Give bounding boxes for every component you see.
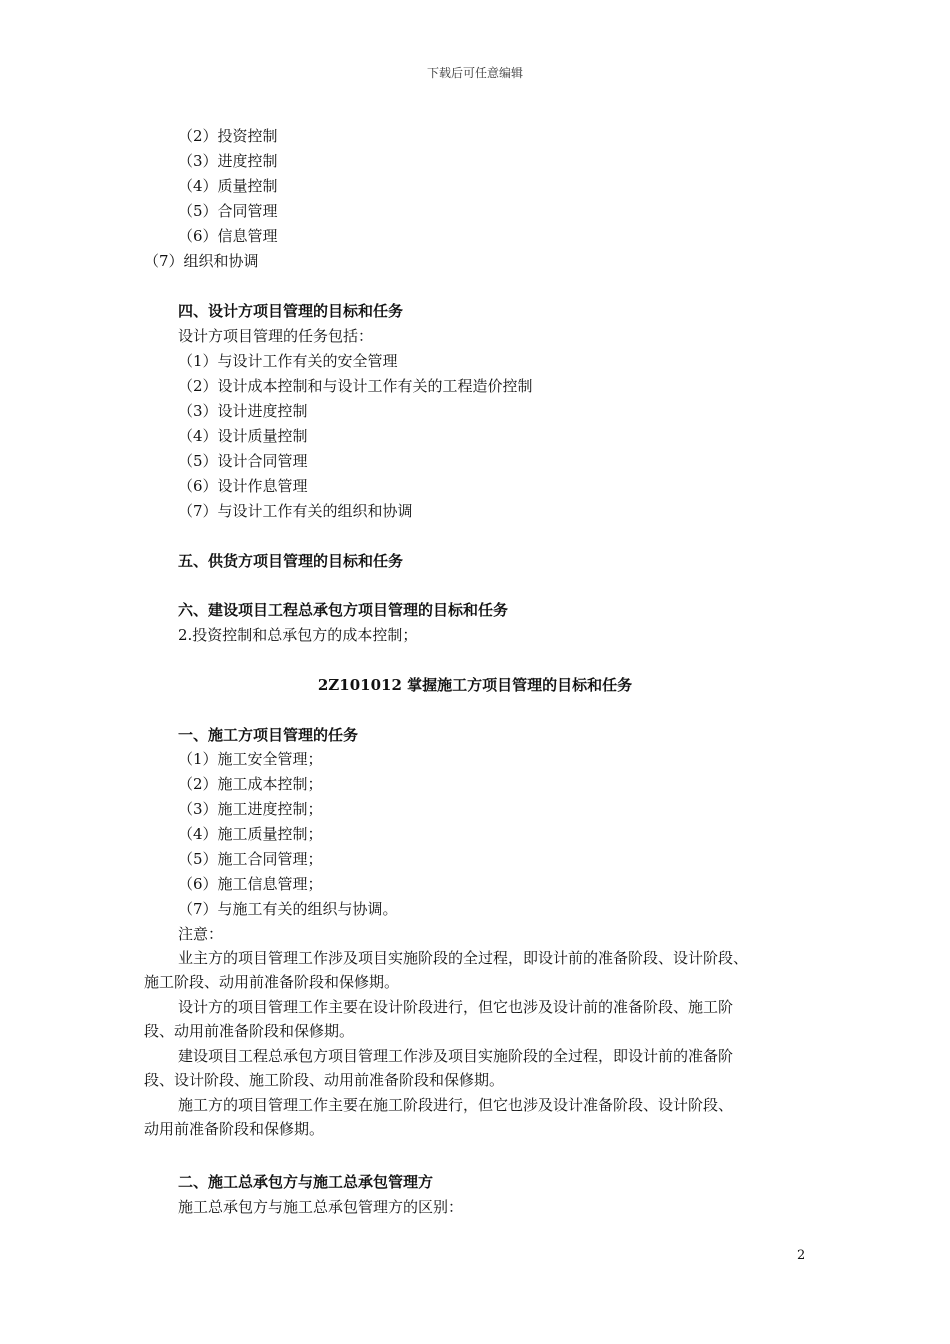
- list-item: （3）进度控制: [178, 152, 278, 170]
- paragraph: 业主方的项目管理工作涉及项目实施阶段的全过程，即设计前的准备阶段、设计阶段、: [178, 949, 749, 967]
- list-item: （1）施工安全管理；: [178, 750, 323, 768]
- list-item: （6）施工信息管理；: [178, 875, 323, 893]
- chapter-title: 2Z101012 掌握施工方项目管理的目标和任务: [317, 676, 633, 694]
- list-item: （3）施工进度控制；: [178, 800, 323, 818]
- section-heading: 一、施工方项目管理的任务: [178, 726, 359, 744]
- list-item: （2）投资控制: [178, 127, 278, 145]
- list-item: （2）施工成本控制；: [178, 775, 323, 793]
- list-item: （2）设计成本控制和与设计工作有关的工程造价控制: [178, 377, 533, 395]
- paragraph: 段、设计阶段、施工阶段、动用前准备阶段和保修期。: [144, 1071, 505, 1089]
- paragraph: 段、动用前准备阶段和保修期。: [144, 1022, 355, 1040]
- list-item: （6）设计作息管理: [178, 477, 308, 495]
- list-item: （1）与设计工作有关的安全管理: [178, 352, 398, 370]
- section-heading: 二、施工总承包方与施工总承包管理方: [178, 1173, 434, 1191]
- list-item: （5）合同管理: [178, 202, 278, 220]
- paragraph: 施工阶段、动用前准备阶段和保修期。: [144, 973, 400, 991]
- list-item: （7）与设计工作有关的组织和协调: [178, 502, 413, 520]
- paragraph: 施工方的项目管理工作主要在施工阶段进行，但它也涉及设计准备阶段、设计阶段、: [178, 1096, 734, 1114]
- section-heading: 四、设计方项目管理的目标和任务: [178, 302, 404, 320]
- note-label: 注意：: [178, 925, 224, 943]
- paragraph: 建设项目工程总承包方项目管理工作涉及项目实施阶段的全过程，即设计前的准备阶: [178, 1047, 734, 1065]
- list-item: （4）设计质量控制: [178, 427, 308, 445]
- page-header: 下载后可任意编辑: [426, 66, 523, 80]
- paragraph: 设计方项目管理的任务包括：: [178, 327, 374, 345]
- list-item: （7）与施工有关的组织与协调。: [178, 900, 398, 918]
- list-item: （7）组织和协调: [144, 252, 259, 270]
- list-item: （5）设计合同管理: [178, 452, 308, 470]
- page-number: 2: [797, 1248, 806, 1263]
- list-item: （6）信息管理: [178, 227, 278, 245]
- paragraph: 施工总承包方与施工总承包管理方的区别：: [178, 1198, 464, 1216]
- section-heading: 五、供货方项目管理的目标和任务: [178, 552, 404, 570]
- section-heading: 六、建设项目工程总承包方项目管理的目标和任务: [178, 601, 509, 619]
- list-item: （3）设计进度控制: [178, 402, 308, 420]
- paragraph: 动用前准备阶段和保修期。: [144, 1120, 325, 1138]
- paragraph: 设计方的项目管理工作主要在设计阶段进行，但它也涉及设计前的准备阶段、施工阶: [178, 998, 734, 1016]
- list-item: （4）施工质量控制；: [178, 825, 323, 843]
- paragraph: 2.投资控制和总承包方的成本控制；: [178, 626, 418, 644]
- list-item: （5）施工合同管理；: [178, 850, 323, 868]
- list-item: （4）质量控制: [178, 177, 278, 195]
